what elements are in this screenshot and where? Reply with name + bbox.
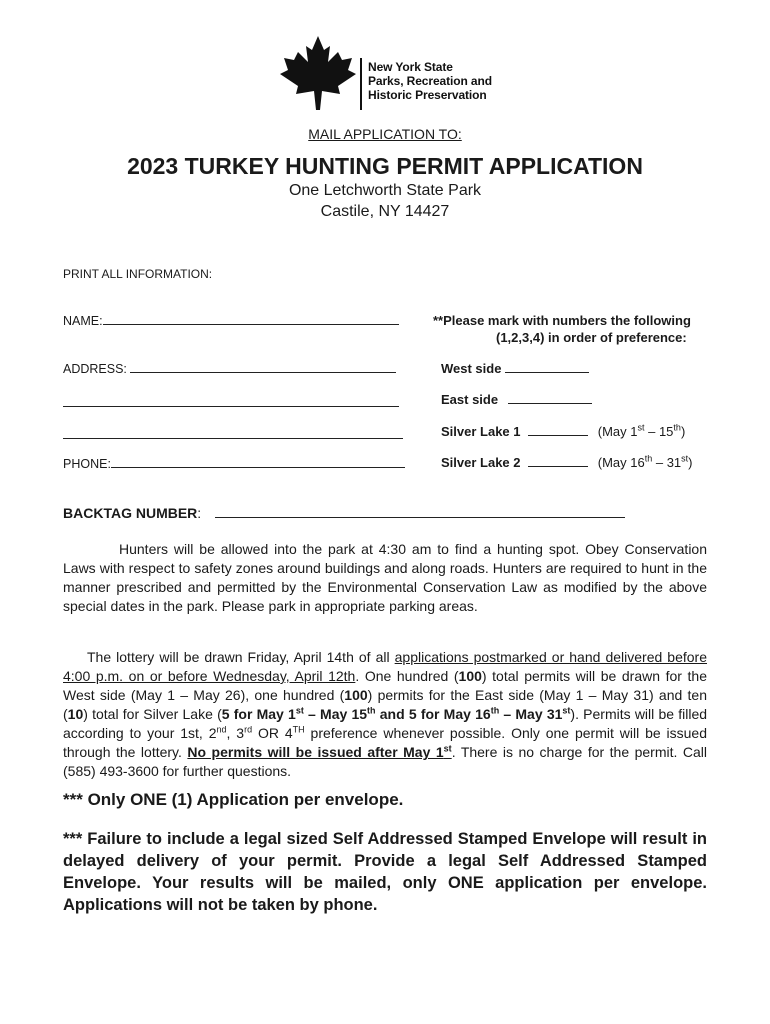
silver-lake-1-label: Silver Lake 1 [441, 424, 521, 439]
west-side-label: West side [441, 361, 502, 376]
agency-name: New York State Parks, Recreation and Historic Preservation [368, 60, 492, 102]
silver-lake-2-dates: (May 16th – 31st) [597, 453, 693, 470]
phone-blank[interactable] [111, 466, 405, 468]
name-label: NAME: [63, 314, 103, 328]
address-label: ADDRESS: [63, 362, 127, 376]
logo-divider [360, 58, 362, 110]
preference-instruction-2: (1,2,3,4) in order of preference: [496, 330, 687, 345]
backtag-blank[interactable] [215, 516, 625, 518]
print-all-information: PRINT ALL INFORMATION: [63, 267, 213, 281]
address-field[interactable] [63, 362, 396, 376]
address-line-1: One Letchworth State Park [288, 182, 482, 199]
east-side-label: East side [441, 392, 499, 407]
mail-application-to: MAIL APPLICATION TO: [308, 126, 462, 142]
phone-field[interactable] [63, 457, 405, 471]
silver-lake-1-option[interactable] [441, 424, 685, 439]
silver-lake-1-blank[interactable] [528, 434, 588, 436]
name-field[interactable] [63, 314, 399, 328]
east-side-option[interactable] [441, 392, 592, 407]
lottery-paragraph: The lottery will be drawn Friday, April 14th of all applications postmarked or hand delivered before 4:00 p.m. on or before Wednesday, April 12th. One hundred (100) total permits will be drawn for the West side (May 1 – May 26), one hundred (100) permits for the East side (May 1 – May 31) and ten (10) total for Silver Lake (5 for May 1st – May 15th and 5 for May 16th – May 31st). Permits will be filled according to your 1st, 2nd, 3rd OR 4TH preference whenever possible. Only one permit will be issued through the lottery. No permits will be issued after May 1st. There is no charge for the permit. Call (585) 493-3600 for further questions. [63, 649, 708, 779]
one-application-note: *** Only ONE (1) Application per envelope. [63, 790, 404, 809]
page-title: 2023 TURKEY HUNTING PERMIT APPLICATION [127, 153, 643, 179]
rules-paragraph: Hunters will be allowed into the park at 4:30 am to find a hunting spot. Obey Conservation Laws with respect to safety zones around buildings and along roads. Hunters are required to hunt in the manner prescribed and permitted by the Environmental Conservation Law as modified by the above special dates in the park. Please park in appropriate parking areas. [63, 541, 707, 614]
phone-label: PHONE: [63, 457, 111, 471]
address-blank-1[interactable] [130, 371, 396, 373]
silver-lake-2-option[interactable] [441, 455, 693, 470]
preference-instruction-1: **Please mark with numbers the following [433, 313, 691, 328]
address-blank-3[interactable] [63, 438, 403, 439]
west-side-option[interactable] [441, 361, 589, 376]
silver-lake-2-blank[interactable] [528, 465, 588, 467]
name-blank[interactable] [103, 323, 399, 325]
east-side-blank[interactable] [508, 402, 592, 404]
address-line-2: Castile, NY 14427 [320, 203, 450, 220]
silver-lake-2-label: Silver Lake 2 [441, 455, 521, 470]
silver-lake-1-dates: (May 1st – 15th) [597, 422, 686, 439]
backtag-label: BACKTAG NUMBER [63, 505, 198, 521]
west-side-blank[interactable] [505, 371, 589, 373]
sase-note: *** Failure to include a legal sized Self Addressed Stamped Envelope will result in delayed delivery of your permit. Provide a legal Self Addressed Stamped Envelope. Your results will be mailed, only ONE application per envelope. Applications will not be taken by phone. [63, 830, 707, 914]
maple-leaf-icon [278, 34, 358, 114]
backtag-field[interactable]: BACKTAG NUMBER: [63, 505, 625, 521]
address-blank-2[interactable] [63, 406, 399, 407]
nys-parks-logo [278, 34, 518, 114]
